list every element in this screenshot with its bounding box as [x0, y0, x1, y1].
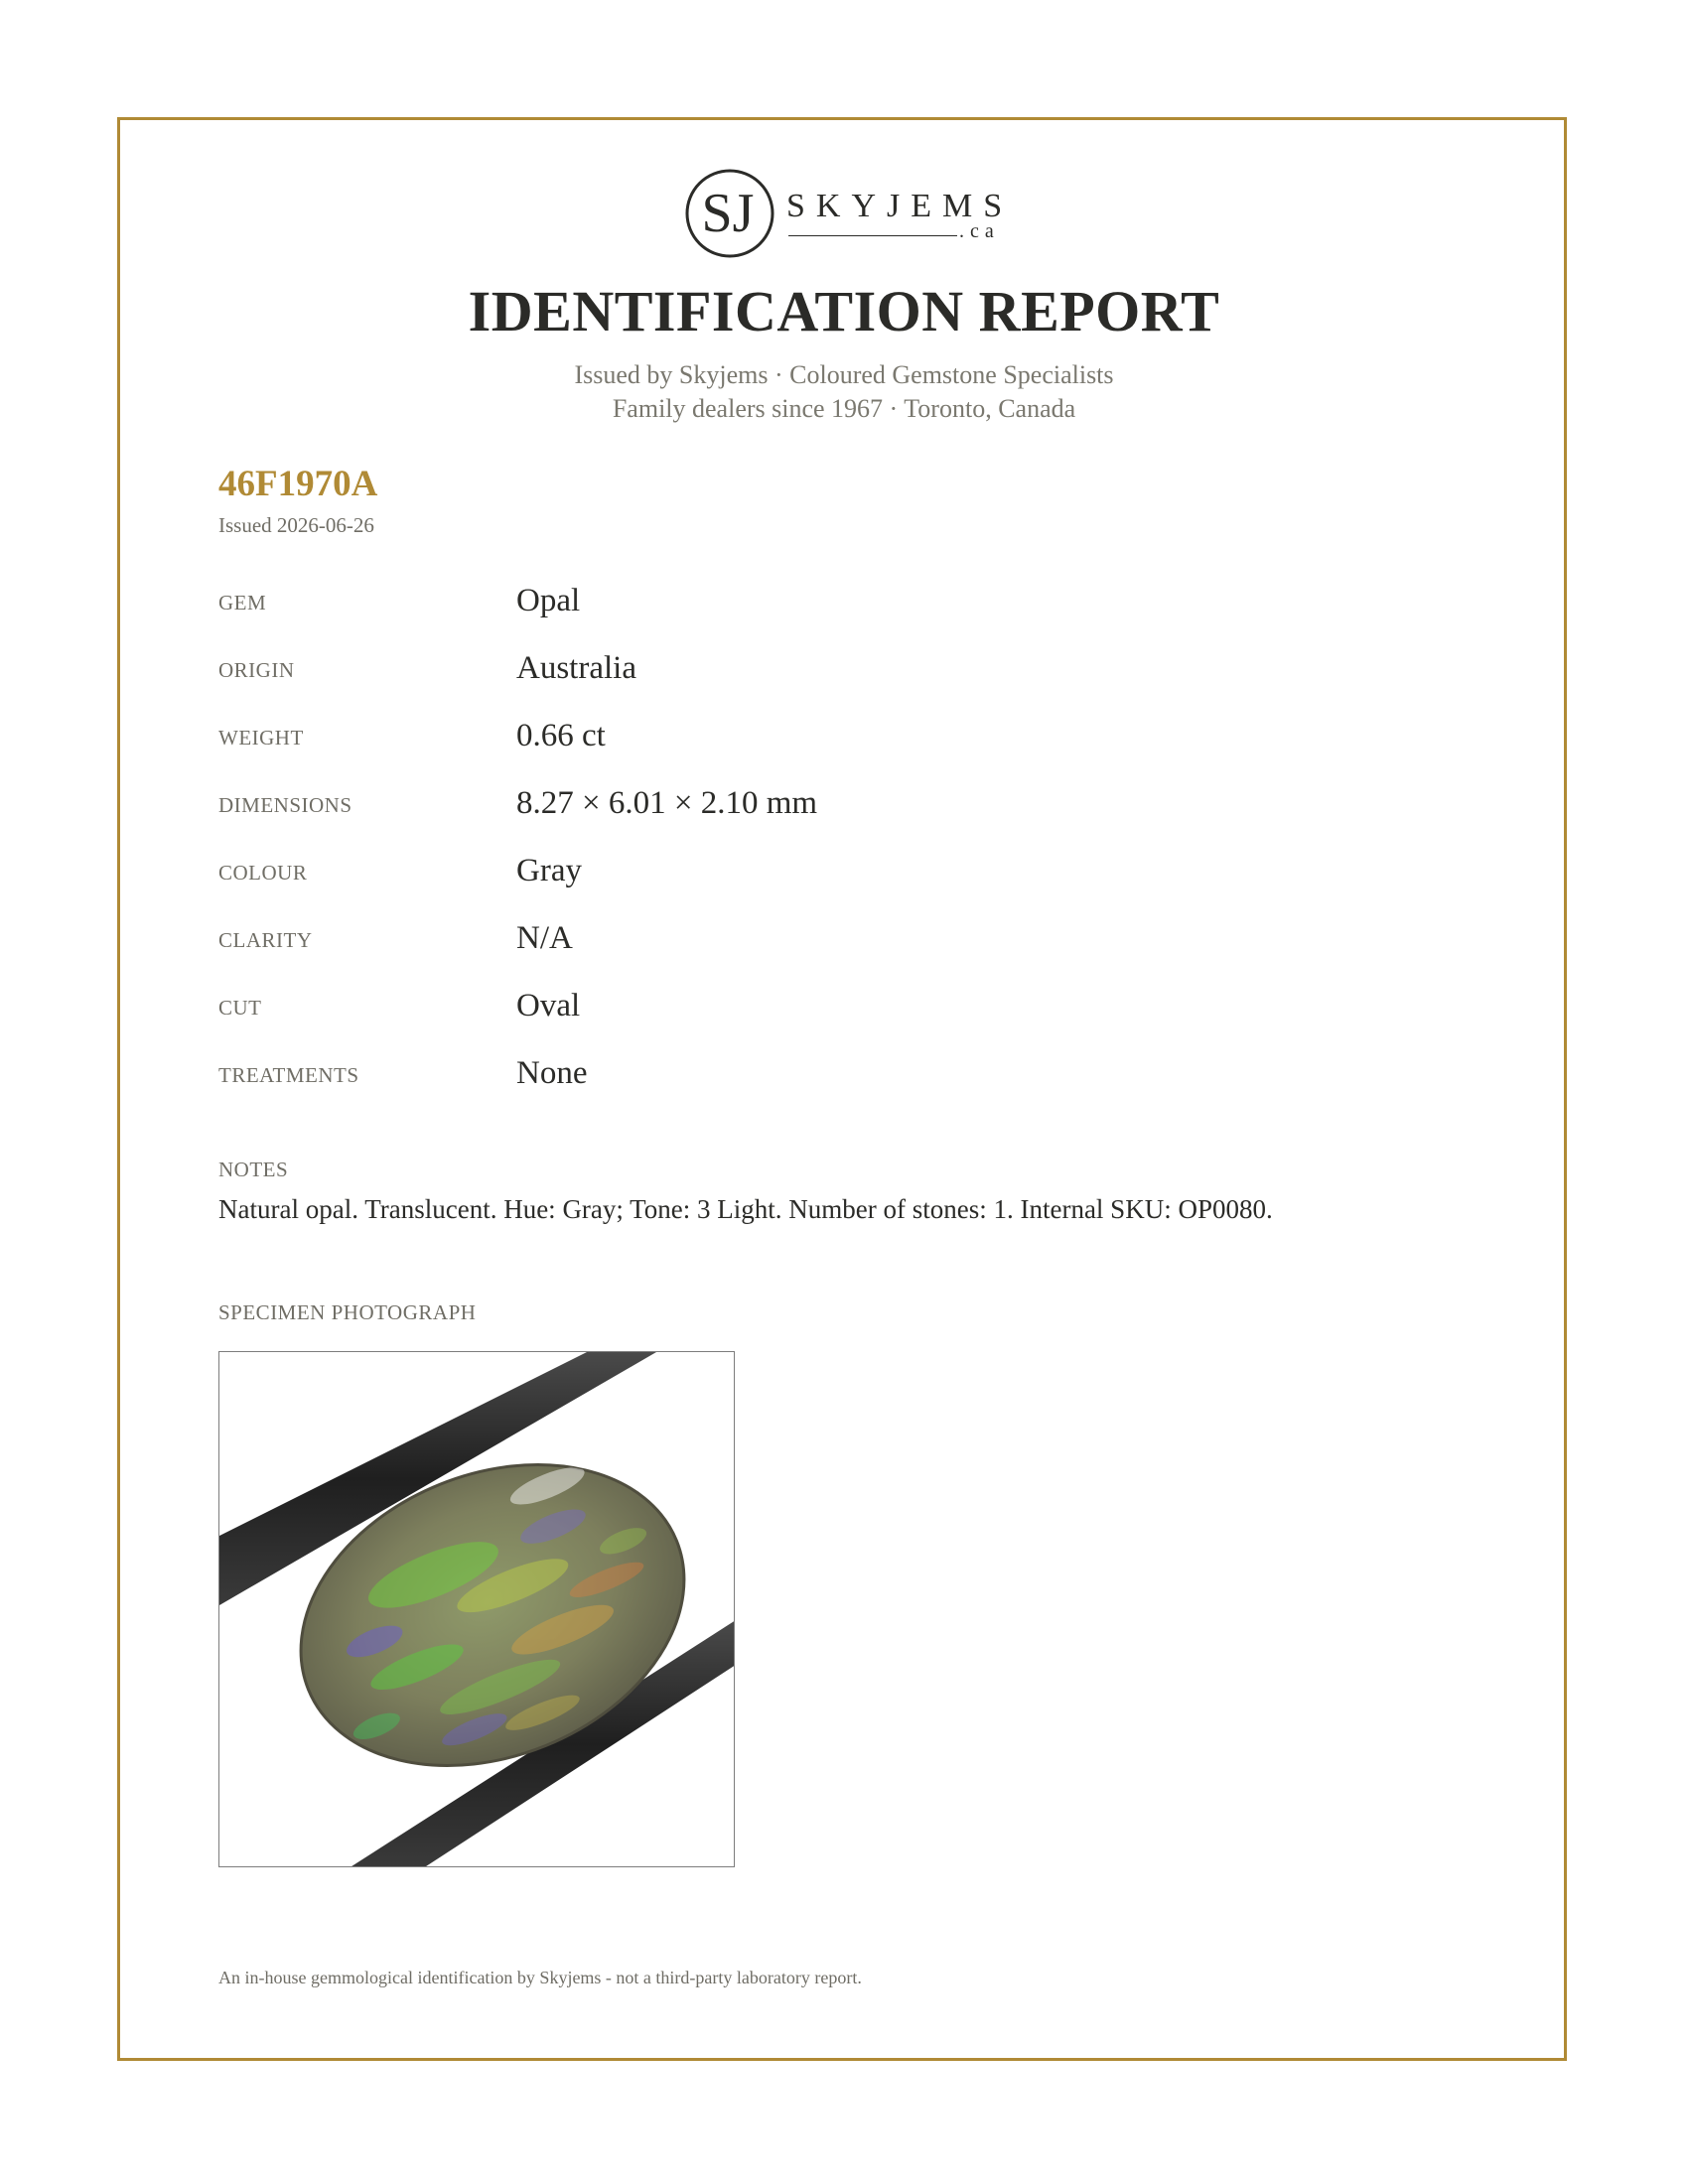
field-row-dimensions: [218, 774, 1410, 824]
disclaimer-footer: An in-house gemmological identification by Skyjems - not a third-party laboratory report.: [218, 1968, 862, 1987]
field-label: CUT: [218, 996, 262, 1020]
field-label: TREATMENTS: [218, 1063, 359, 1087]
report-id: 46F1970A: [218, 464, 378, 504]
field-value: 0.66 ct: [516, 718, 606, 753]
specimen-photo: [218, 1351, 735, 1867]
field-row-gem: [218, 572, 1410, 621]
logo-suffix: .ca: [959, 220, 1000, 242]
issued-date: Issued 2026-06-26: [218, 513, 374, 537]
monogram-seal: [684, 164, 783, 263]
field-value: None: [516, 1055, 588, 1091]
issuer-line: Issued by Skyjems · Coloured Gemstone Specialists: [574, 360, 1114, 389]
logo-wordmark: SKYJEMS: [786, 188, 1014, 224]
field-row-clarity: [218, 909, 1410, 959]
field-label: ORIGIN: [218, 658, 295, 682]
field-label: DIMENSIONS: [218, 793, 352, 817]
opal-stone: [255, 1410, 729, 1820]
field-label: COLOUR: [218, 861, 308, 885]
field-value: Opal: [516, 583, 581, 618]
opal-illustration: [219, 1352, 735, 1867]
field-label: GEM: [218, 591, 267, 614]
page-title: IDENTIFICATION REPORT: [468, 279, 1220, 343]
field-label: WEIGHT: [218, 726, 304, 750]
field-row-origin: [218, 639, 1410, 689]
skyjems-logo: [684, 164, 1012, 263]
field-value: Gray: [516, 853, 582, 888]
monogram-text: SJ: [701, 183, 755, 244]
location-line: Family dealers since 1967 · Toronto, Canada: [612, 394, 1076, 423]
logo-rule: [788, 235, 957, 236]
field-value: 8.27 × 6.01 × 2.10 mm: [516, 785, 818, 821]
field-value: N/A: [516, 920, 573, 956]
photo-label: SPECIMEN PHOTOGRAPH: [218, 1300, 477, 1324]
field-value: Oval: [516, 988, 581, 1024]
field-label: CLARITY: [218, 928, 313, 952]
field-row-cut: [218, 977, 1410, 1026]
notes-label: NOTES: [218, 1158, 289, 1181]
field-row-colour: [218, 842, 1410, 891]
field-row-weight: [218, 707, 1410, 756]
field-value: Australia: [516, 650, 636, 686]
field-row-treatments: [218, 1044, 1410, 1094]
notes-text: Natural opal. Translucent. Hue: Gray; Tone: 3 Light. Number of stones: 1. Internal SKU: OP0080.: [218, 1194, 1273, 1224]
